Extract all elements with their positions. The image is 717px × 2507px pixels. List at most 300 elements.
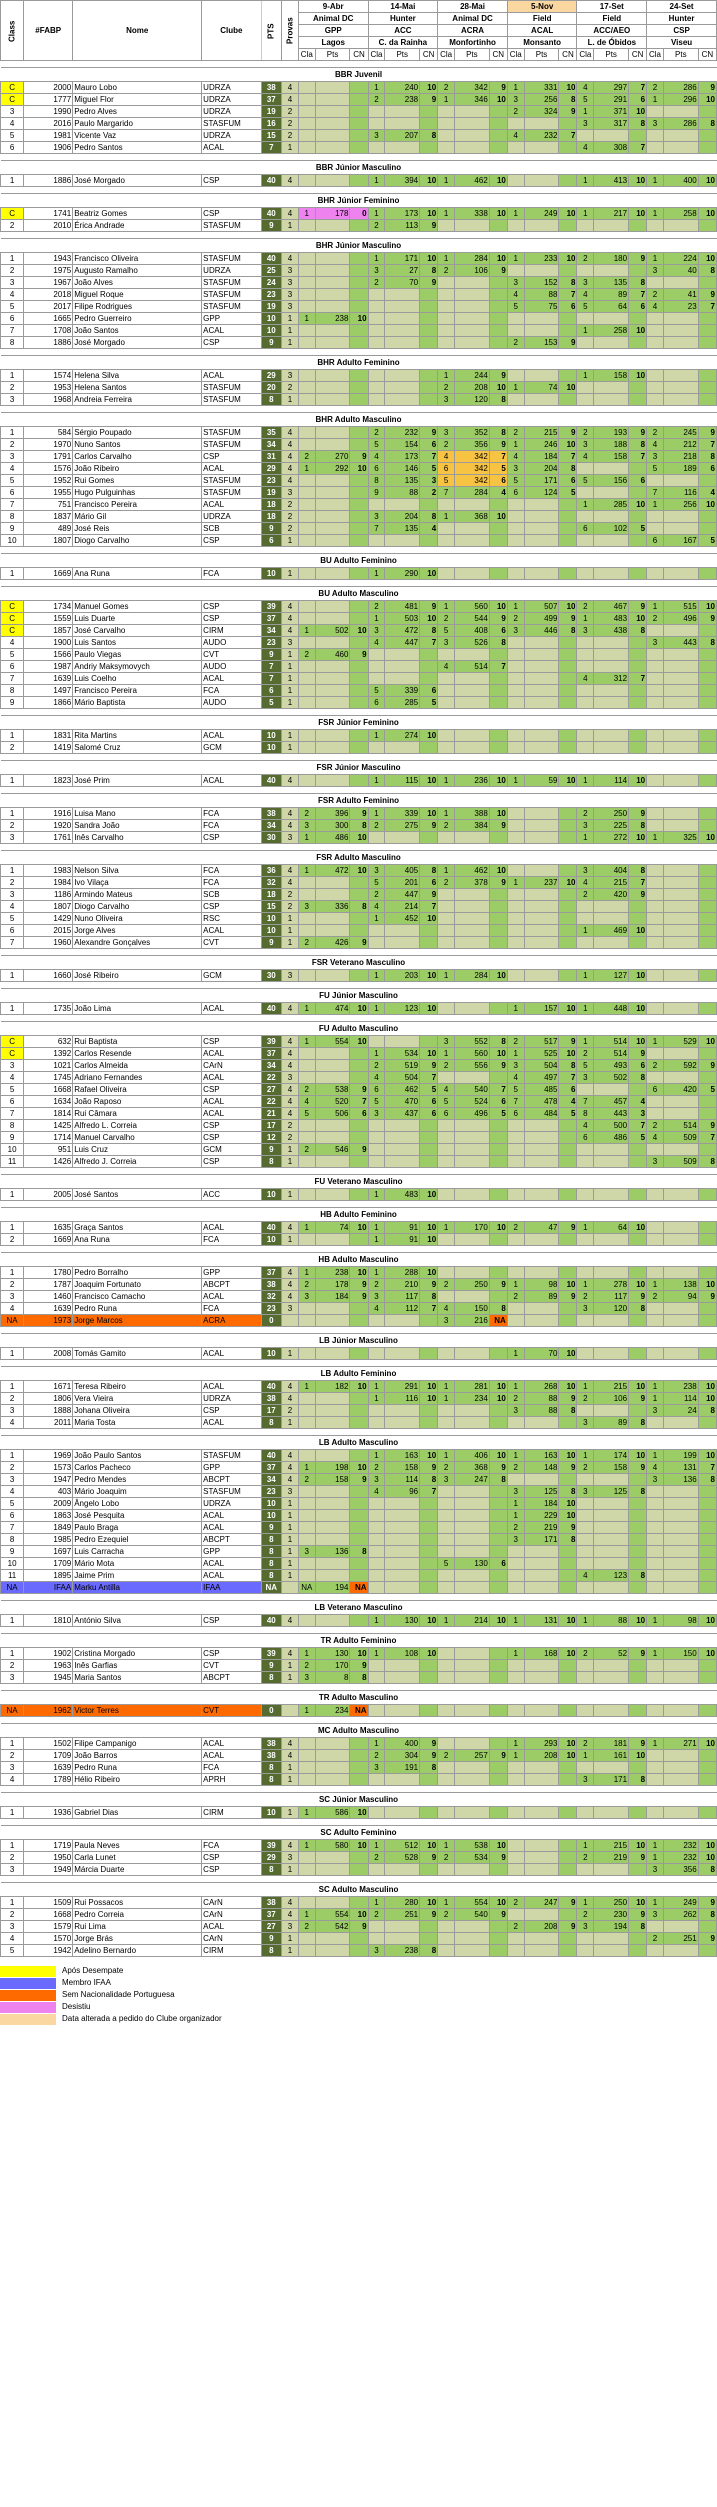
section-spacer [1,1819,717,1826]
event-cla: 1 [507,601,524,613]
event-cla [298,1738,315,1750]
points-cell: 8 [261,1156,282,1168]
event-cn: 8 [559,94,577,106]
event-cla [647,382,664,394]
event-cn [350,730,368,742]
event-pts: 540 [454,1909,489,1921]
event-pts: 59 [524,775,559,787]
points-cell: 38 [261,82,282,94]
event-pts [454,289,489,301]
section-spacer [1,406,717,413]
event-cn [698,925,716,937]
event-cla: 3 [577,1072,594,1084]
section-spacer [1,754,717,761]
event-cn [489,523,507,535]
class-cell: C [1,208,24,220]
event-cn [559,142,577,154]
table-row [1,1096,717,1108]
class-cell: 1 [1,1615,24,1627]
event-cla: 2 [577,1048,594,1060]
club-cell: ACAL [202,1048,261,1060]
event-pts [524,637,559,649]
event-cn [698,685,716,697]
category-row [1,1883,717,1897]
event-pts: 158 [385,1462,420,1474]
event-cla: 1 [507,1648,524,1660]
table-row [1,325,717,337]
category-row [1,356,717,370]
provas-cell: 1 [282,673,299,685]
event-cn: 6 [420,1096,438,1108]
event-cn: 9 [350,1279,368,1291]
event-pts [385,535,420,547]
event-cla: 1 [577,106,594,118]
event-cn: 10 [559,208,577,220]
club-cell: CArN [202,1060,261,1072]
event-cn: 7 [559,451,577,463]
event-cla: 2 [368,94,385,106]
event-cla: 3 [507,1534,524,1546]
name-cell: Luis Santos [73,637,202,649]
provas-cell: 3 [282,370,299,382]
event-pts [315,1072,350,1084]
event-cla [438,1144,455,1156]
event-cla [298,175,315,187]
event-cn [420,1921,438,1933]
event-cla [298,337,315,349]
points-cell: 9 [261,337,282,349]
category-title: BU Adulto Feminino [1,554,717,568]
event-cn: 8 [698,637,716,649]
event-cla [647,925,664,937]
name-cell: Andriy Maksymovych [73,661,202,673]
event-cn: 8 [698,1909,716,1921]
points-cell: 40 [261,175,282,187]
event-pts [315,523,350,535]
table-row [1,1234,717,1246]
club-cell: UDRZA [202,130,261,142]
event-cla: 3 [577,625,594,637]
event-cla [647,220,664,232]
event-pts [594,1705,629,1717]
event-pts: 286 [663,118,698,130]
provas-cell: 1 [282,535,299,547]
event-pts [385,1933,420,1945]
event-cla [368,1774,385,1786]
event-pts [594,1672,629,1684]
provas-cell: 4 [282,808,299,820]
provas-cell: 4 [282,439,299,451]
table-row [1,1003,717,1015]
event-cla [298,742,315,754]
event-cn: 7 [350,1096,368,1108]
event-cla: 6 [368,697,385,709]
event-cla [507,1315,524,1327]
event-pts: 106 [454,265,489,277]
event-cla [647,1348,664,1360]
provas-cell: 1 [282,1933,299,1945]
table-row [1,913,717,925]
event-pts [454,1348,489,1360]
event-pts: 438 [594,625,629,637]
event-cla [438,1807,455,1819]
event-pts [385,1036,420,1048]
event-pts [454,1132,489,1144]
table-row [1,1738,717,1750]
event-cn [350,325,368,337]
event-pts [454,130,489,142]
event-cn [629,487,647,499]
event-cn [350,1570,368,1582]
event-cla [647,1510,664,1522]
event-cn: 9 [489,1852,507,1864]
event-cla: 8 [577,1108,594,1120]
event-cn [559,1474,577,1486]
event-cla: NA [298,1582,315,1594]
event-cn: 10 [559,1348,577,1360]
event-cn [629,1084,647,1096]
event-pts [454,1498,489,1510]
event-cn [489,1864,507,1876]
event-pts: 215 [594,1840,629,1852]
table-row [1,220,717,232]
event-cla [647,697,664,709]
provas-cell: 4 [282,1222,299,1234]
event-cla [298,889,315,901]
event-pts [663,1672,698,1684]
fabp-cell: 1570 [24,1933,73,1945]
event-pts [315,220,350,232]
event-pts [663,730,698,742]
event-pts [524,697,559,709]
event-cn: 10 [420,913,438,925]
event-cn: 8 [559,1405,577,1417]
event-cla [507,118,524,130]
event-pts [385,118,420,130]
event-cla [298,685,315,697]
event-pts [385,1672,420,1684]
event-cn: 6 [489,1096,507,1108]
points-cell: 40 [261,1381,282,1393]
event-pts: 554 [315,1909,350,1921]
event-cla [368,1405,385,1417]
event-pts: 368 [454,1462,489,1474]
points-cell: 22 [261,1072,282,1084]
event-cla [577,1405,594,1417]
fabp-cell: 1734 [24,601,73,613]
event-cn [350,301,368,313]
club-cell: RSC [202,913,261,925]
event-cn [629,661,647,673]
event-pts: 150 [454,1303,489,1315]
event-cla: 1 [368,1222,385,1234]
event-cn [420,382,438,394]
event-pts [594,697,629,709]
event-pts [385,673,420,685]
table-row [1,901,717,913]
table-row [1,1534,717,1546]
provas-cell: 4 [282,820,299,832]
event-pts [663,1348,698,1360]
event-cn [420,1144,438,1156]
event-cn: 10 [698,1036,716,1048]
class-cell: 3 [1,832,24,844]
event-sub-cla: Cla [368,49,385,61]
event-pts: 113 [385,220,420,232]
event-cla: 2 [577,1462,594,1474]
fabp-cell: 1831 [24,730,73,742]
club-cell: STASFUM [202,301,261,313]
fabp-cell: 1639 [24,1762,73,1774]
table-row [1,1582,717,1594]
event-pts [594,511,629,523]
event-pts [663,220,698,232]
event-pts: 163 [524,1450,559,1462]
event-cla: 1 [507,1279,524,1291]
event-cn [420,1405,438,1417]
event-cn [698,865,716,877]
event-cn [559,913,577,925]
event-cla [577,1660,594,1672]
fabp-cell: 1635 [24,1222,73,1234]
event-cla: 5 [438,1558,455,1570]
event-cn [350,1558,368,1570]
provas-cell: 1 [282,337,299,349]
event-cla: 2 [577,808,594,820]
club-cell: AUDO [202,637,261,649]
event-pts [594,1534,629,1546]
fabp-cell: 1780 [24,1267,73,1279]
name-cell: Gabriel Dias [73,1807,202,1819]
event-cla: 2 [368,427,385,439]
event-cn [559,535,577,547]
points-cell: 37 [261,94,282,106]
fabp-cell: 1970 [24,439,73,451]
legend-swatch [0,1978,56,1989]
event-cla [298,94,315,106]
event-pts: 148 [524,1462,559,1474]
event-cla [507,1267,524,1279]
event-pts: 251 [663,1933,698,1945]
points-cell: 8 [261,1417,282,1429]
event-cla [577,1807,594,1819]
event-cla [298,1450,315,1462]
event-pts [594,1582,629,1594]
event-cn [698,970,716,982]
table-row [1,637,717,649]
points-cell: 38 [261,1897,282,1909]
provas-cell: 2 [282,511,299,523]
name-cell: Rui Câmara [73,1108,202,1120]
event-cla: 1 [368,1381,385,1393]
event-pts: 486 [315,832,350,844]
event-cn [559,118,577,130]
event-pts: 210 [385,1279,420,1291]
table-row [1,130,717,142]
event-cla: 3 [438,637,455,649]
provas-cell: 3 [282,970,299,982]
event-cn: 10 [559,1615,577,1627]
event-cn: 10 [350,832,368,844]
name-cell: Mário Baptista [73,697,202,709]
event-pts: 293 [524,1738,559,1750]
event-pts [524,1120,559,1132]
event-cla [507,1144,524,1156]
event-cn: 9 [489,82,507,94]
provas-cell: 4 [282,625,299,637]
event-cn [698,1750,716,1762]
event-cla [438,1132,455,1144]
class-cell: 4 [1,1417,24,1429]
event-pts [315,499,350,511]
provas-cell: 1 [282,913,299,925]
table-row [1,742,717,754]
event-pts: 280 [385,1897,420,1909]
provas-cell: 2 [282,118,299,130]
event-cla [647,313,664,325]
event-pts: 23 [663,301,698,313]
event-pts: 292 [315,463,350,475]
event-pts: 173 [385,208,420,220]
event-cn [559,673,577,685]
provas-cell: 2 [282,1120,299,1132]
event-cn [350,475,368,487]
event-cn: 9 [559,1222,577,1234]
event-cla: 2 [438,1750,455,1762]
event-cla [647,1003,664,1015]
points-cell: 17 [261,1405,282,1417]
event-cla: 1 [438,208,455,220]
event-pts: 281 [454,1381,489,1393]
event-cla: 1 [507,1750,524,1762]
event-pts: 472 [385,625,420,637]
event-cn [559,889,577,901]
name-cell: Rui Possacos [73,1897,202,1909]
event-cla: 1 [577,1897,594,1909]
class-cell: 8 [1,511,24,523]
spacer-cell [1,1201,717,1208]
event-cla [298,382,315,394]
event-pts: 478 [524,1096,559,1108]
spacer-cell [1,1327,717,1334]
event-cla [507,499,524,511]
table-row [1,1705,717,1717]
event-pts [663,1267,698,1279]
event-cla [368,1933,385,1945]
fabp-cell: 2000 [24,82,73,94]
class-cell: 2 [1,1279,24,1291]
event-cla [298,1510,315,1522]
event-cla [438,130,455,142]
event-cn: 5 [559,487,577,499]
name-cell: Salomé Cruz [73,742,202,754]
class-cell: 5 [1,301,24,313]
event-cla [368,337,385,349]
event-cn: 6 [559,475,577,487]
name-cell: José Pesquita [73,1510,202,1522]
event-cn: 8 [350,901,368,913]
event-cla [368,118,385,130]
event-pts [663,1222,698,1234]
event-pts [594,463,629,475]
points-cell: 8 [261,1864,282,1876]
club-cell: AUDO [202,697,261,709]
event-cla: 5 [298,1108,315,1120]
event-cn [489,313,507,325]
club-cell: GPP [202,313,261,325]
event-cla [647,1144,664,1156]
class-cell: 4 [1,1303,24,1315]
club-cell: ACAL [202,142,261,154]
event-pts [454,742,489,754]
club-cell: ACAL [202,1291,261,1303]
event-pts [524,523,559,535]
name-cell: Manuel Gomes [73,601,202,613]
event-cla [438,1267,455,1279]
points-cell: NA [261,1582,282,1594]
event-cn [350,1450,368,1462]
event-cn [629,1546,647,1558]
event-pts: 120 [594,1303,629,1315]
event-cla: 4 [647,1462,664,1474]
event-date: 14-Mai [368,1,438,13]
legend-label: Membro IFAA [62,1978,111,1987]
event-pts: 88 [524,1393,559,1405]
event-sub-cla: Cla [438,49,455,61]
provas-cell: 3 [282,1072,299,1084]
event-cn: 10 [420,253,438,265]
class-cell: 4 [1,901,24,913]
event-cla [368,313,385,325]
spacer-cell [1,787,717,794]
event-pts [315,337,350,349]
event-cla: 5 [368,439,385,451]
event-cn: 6 [559,301,577,313]
event-cla [298,1774,315,1786]
club-cell: CVT [202,937,261,949]
club-cell: FCA [202,1840,261,1852]
name-cell: Hélio Ribeiro [73,1774,202,1786]
fabp-cell: 1807 [24,535,73,547]
event-cla [507,697,524,709]
event-cla: 7 [438,487,455,499]
event-cn: 10 [629,499,647,511]
event-cn [559,568,577,580]
event-cla: 1 [438,1615,455,1627]
event-pts: 156 [594,475,629,487]
event-cla [647,568,664,580]
event-pts [594,1144,629,1156]
name-cell: Francisco Camacho [73,1291,202,1303]
provas-cell: 1 [282,1189,299,1201]
event-sub-cla: Cla [298,49,315,61]
event-pts [663,382,698,394]
section-spacer [1,1429,717,1436]
event-pts [663,1921,698,1933]
event-cla: 6 [438,463,455,475]
event-cn [489,1570,507,1582]
event-cla [298,1189,315,1201]
event-cn: 9 [489,1060,507,1072]
club-cell: ACAL [202,1750,261,1762]
table-row [1,1864,717,1876]
fabp-cell: 1886 [24,337,73,349]
event-cn [559,1570,577,1582]
event-cn [350,1048,368,1060]
fabp-cell: 584 [24,427,73,439]
event-cn [698,820,716,832]
event-cla [507,220,524,232]
